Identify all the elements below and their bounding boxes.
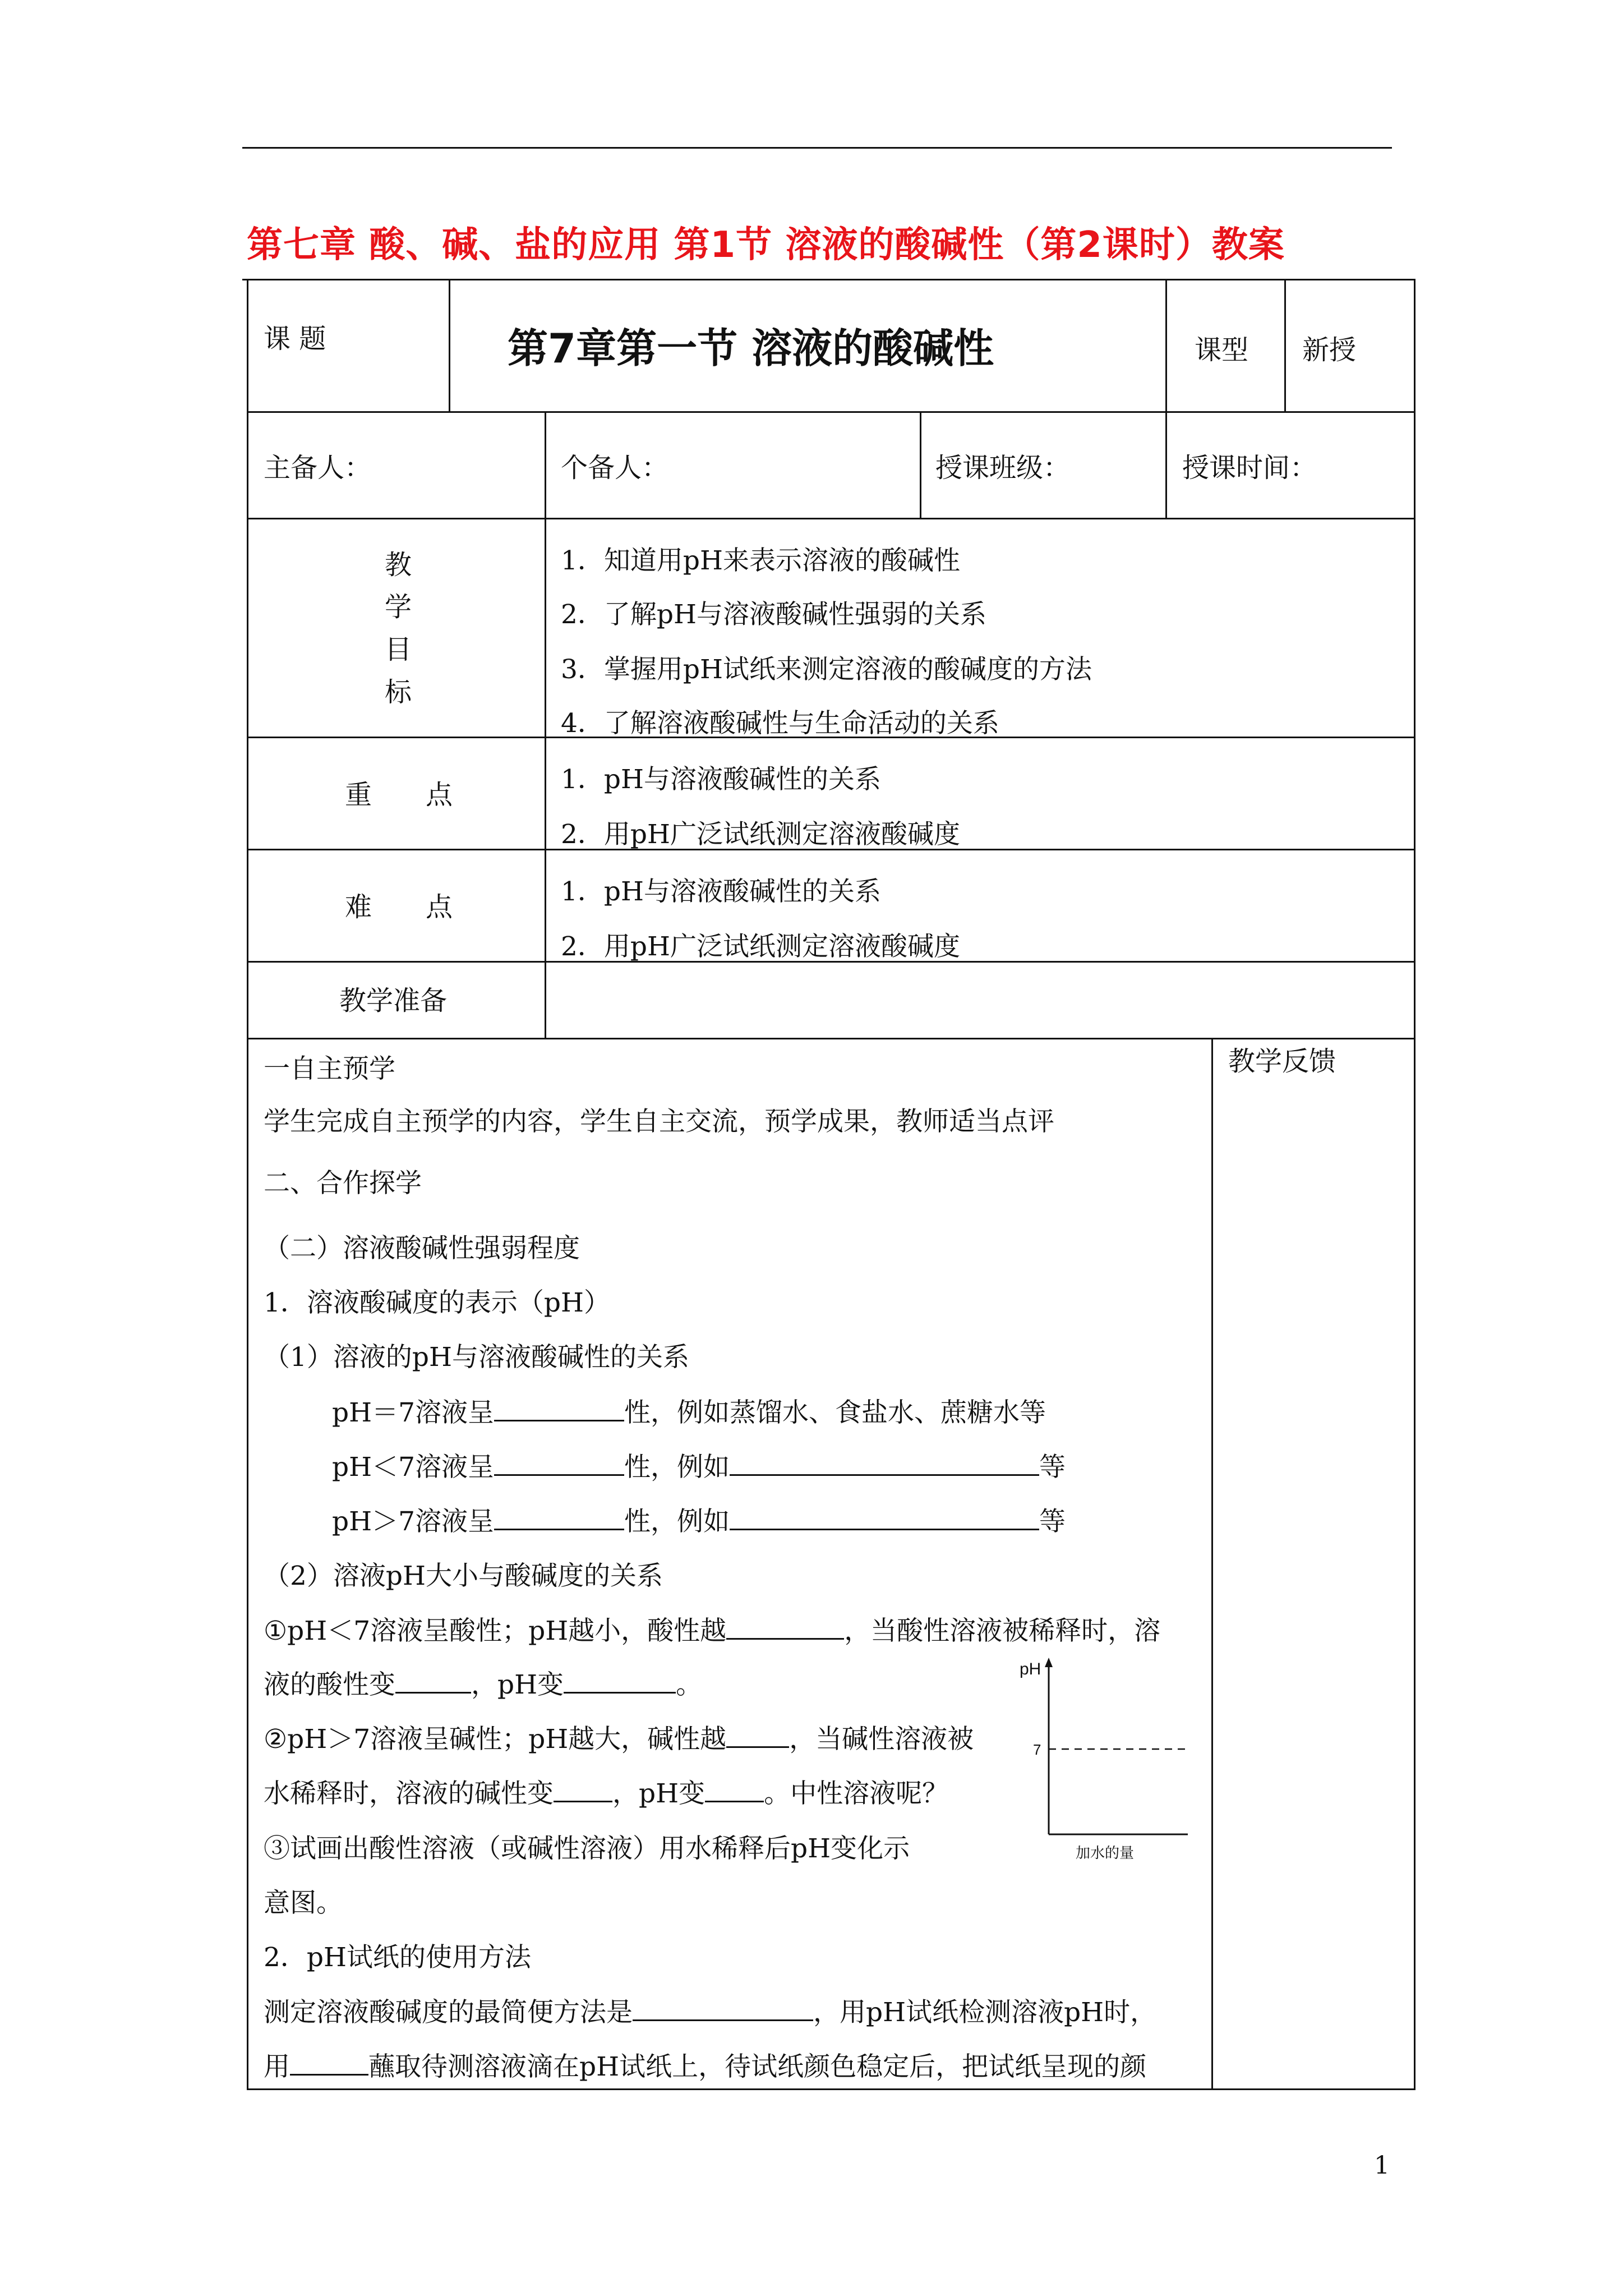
main-preparer-label: 主备人： bbox=[264, 452, 372, 484]
fill-in-line: ②pH＞7溶液呈碱性；pH越大，碱性越 ，当碱性溶液被 bbox=[264, 1724, 974, 1755]
body-line: 1．溶液酸碱度的表示（pH） bbox=[264, 1287, 610, 1318]
time-label: 授课时间： bbox=[1182, 452, 1317, 484]
fill-in-line: pH＜7溶液呈 性，例如 等 bbox=[332, 1452, 1066, 1483]
page-number: 1 bbox=[1374, 2151, 1390, 2180]
fill-in-line: 液的酸性变 ，pH变 。 bbox=[264, 1669, 703, 1700]
key-points-label: 重 点 bbox=[345, 779, 453, 811]
topic-value: 第7章第一节 溶液的酸碱性 bbox=[508, 325, 994, 372]
ph-dilution-graph bbox=[1009, 1649, 1200, 1862]
answer-blank[interactable] bbox=[730, 1451, 1039, 1476]
fill-in-line: 测定溶液酸碱度的最简便方法是 ，用pH试纸检测溶液pH时， bbox=[264, 1997, 1157, 2028]
body-line: 学生完成自主预学的内容，学生自主交流，预学成果，教师适当点评 bbox=[264, 1106, 1054, 1137]
objective-item: 2．了解pH与溶液酸碱性强弱的关系 bbox=[561, 599, 986, 630]
answer-blank[interactable] bbox=[726, 1614, 844, 1640]
fill-in-line: ①pH＜7溶液呈酸性；pH越小，酸性越 ，当酸性溶液被稀释时，溶 bbox=[264, 1616, 1161, 1646]
individual-preparer-label: 个备人： bbox=[561, 452, 669, 484]
body-line: ③试画出酸性溶液（或碱性溶液）用水稀释后pH变化示 bbox=[264, 1833, 910, 1864]
answer-blank[interactable] bbox=[494, 1505, 624, 1530]
lesson-type-value: 新授 bbox=[1302, 334, 1357, 366]
fill-in-line: pH＝7溶液呈 性，例如蒸馏水、食盐水、蔗糖水等 bbox=[332, 1397, 1046, 1428]
answer-blank[interactable] bbox=[564, 1668, 676, 1694]
title-rule bbox=[242, 279, 1415, 280]
objective-item: 4．了解溶液酸碱性与生命活动的关系 bbox=[561, 708, 999, 739]
answer-blank[interactable] bbox=[494, 1451, 624, 1476]
fill-in-line: 用 蘸取待测溶液滴在pH试纸上，待试纸颜色稳定后，把试纸呈现的颜 bbox=[264, 2051, 1147, 2082]
body-line: 意图。 bbox=[264, 1888, 343, 1918]
preparation-label: 教学准备 bbox=[339, 985, 448, 1016]
difficulties-label: 难 点 bbox=[345, 891, 453, 923]
y-axis-label: pH bbox=[1020, 1660, 1041, 1678]
tick-label: 7 bbox=[1033, 1741, 1041, 1758]
answer-blank[interactable] bbox=[290, 2050, 368, 2076]
key-point-item: 1．pH与溶液酸碱性的关系 bbox=[561, 764, 881, 795]
document-title: 第七章 酸、碱、盐的应用 第1节 溶液的酸碱性（第2课时）教案 bbox=[247, 224, 1285, 266]
difficulty-item: 2．用pH广泛试纸测定溶液酸碱度 bbox=[561, 931, 960, 962]
objectives-label-2: 学 bbox=[385, 591, 412, 623]
fill-in-line: 水稀释时，溶液的碱性变 ，pH变 。中性溶液呢？ bbox=[264, 1778, 949, 1809]
body-line: （1）溶液的pH与溶液酸碱性的关系 bbox=[264, 1342, 689, 1373]
objectives-label-4: 标 bbox=[385, 677, 412, 708]
header-rule bbox=[242, 147, 1392, 149]
answer-blank[interactable] bbox=[494, 1396, 624, 1421]
objectives-label-1: 教 bbox=[385, 549, 412, 581]
body-line: （2）溶液pH大小与酸碱度的关系 bbox=[264, 1561, 663, 1591]
answer-blank[interactable] bbox=[705, 1777, 764, 1802]
difficulty-item: 1．pH与溶液酸碱性的关系 bbox=[561, 876, 881, 907]
answer-blank[interactable] bbox=[395, 1668, 471, 1694]
answer-blank[interactable] bbox=[633, 1996, 813, 2021]
topic-label: 课 题 bbox=[264, 323, 326, 355]
section-cooperative: 二、合作探学 bbox=[264, 1168, 422, 1199]
class-label: 授课班级： bbox=[935, 452, 1071, 484]
subsection-heading: （二）溶液酸碱性强弱程度 bbox=[264, 1233, 580, 1264]
y-axis-arrow bbox=[1045, 1658, 1053, 1667]
fill-in-line: pH＞7溶液呈 性，例如 等 bbox=[332, 1506, 1066, 1537]
answer-blank[interactable] bbox=[554, 1777, 612, 1802]
answer-blank[interactable] bbox=[726, 1723, 789, 1748]
answer-blank[interactable] bbox=[730, 1505, 1039, 1530]
objectives-label-3: 目 bbox=[385, 634, 412, 665]
x-axis-label: 加水的量 bbox=[1076, 1845, 1135, 1862]
lesson-type-label: 课型 bbox=[1195, 334, 1249, 366]
objective-item: 1．知道用pH来表示溶液的酸碱性 bbox=[561, 545, 960, 576]
feedback-label: 教学反馈 bbox=[1228, 1046, 1336, 1077]
key-point-item: 2．用pH广泛试纸测定溶液酸碱度 bbox=[561, 819, 960, 850]
objective-item: 3．掌握用pH试纸来测定溶液的酸碱度的方法 bbox=[561, 654, 1092, 685]
section-self-study: 一自主预学 bbox=[264, 1053, 395, 1084]
body-line: 2．pH试纸的使用方法 bbox=[264, 1942, 531, 1973]
